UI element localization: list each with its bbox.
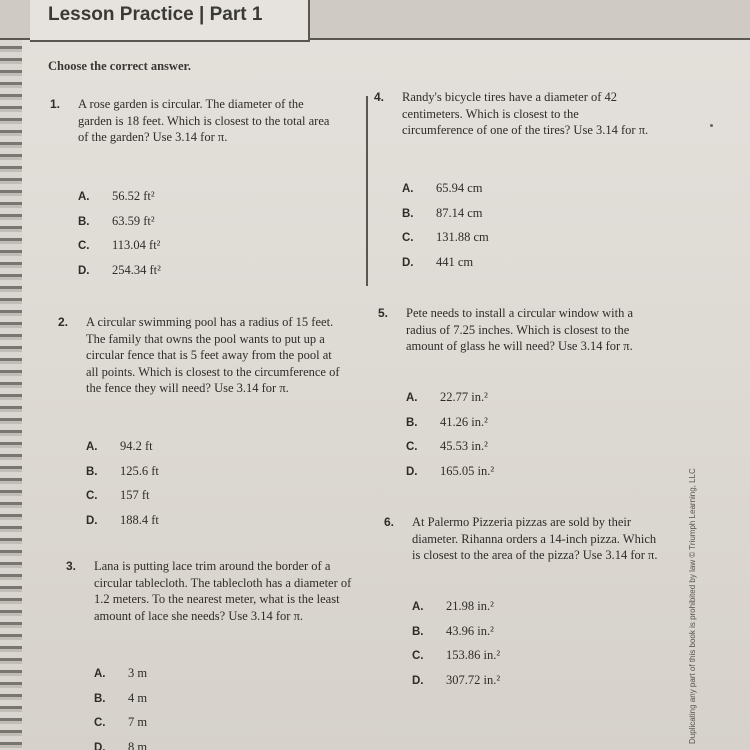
choice-letter: A. xyxy=(402,183,414,195)
choice-value: 87.14 cm xyxy=(436,205,483,220)
choice-letter: B. xyxy=(412,625,424,638)
answer-choices xyxy=(78,188,161,286)
question-number: 3. xyxy=(66,559,77,573)
choice-value: 165.05 in.² xyxy=(440,463,495,478)
choice-value: 188.4 ft xyxy=(120,512,159,527)
choice-letter: A. xyxy=(406,392,418,404)
choice-value: 3 m xyxy=(128,666,148,680)
question-number: 4. xyxy=(374,90,385,104)
answer-choices xyxy=(406,389,494,487)
answer-choice-b[interactable] xyxy=(86,463,159,488)
instructions: Choose the correct answer. xyxy=(48,59,192,73)
choice-letter: A. xyxy=(86,441,98,453)
question-text: Randy's bicycle tires have a diameter of 42 centimeters. Which is closest to the circumference of one of the tires? Use 3.14 for π. xyxy=(402,90,649,137)
choice-letter: D. xyxy=(78,264,90,277)
answer-choices xyxy=(94,665,147,750)
choice-value: 43.96 in.² xyxy=(446,623,494,638)
spiral-binding xyxy=(0,40,22,750)
choice-value: 7 m xyxy=(128,715,148,729)
choice-value: 157 ft xyxy=(120,488,150,502)
answer-choice-d[interactable] xyxy=(412,672,500,697)
question-5 xyxy=(378,305,678,485)
choice-letter: C. xyxy=(78,240,90,252)
choice-letter: A. xyxy=(78,191,90,203)
answer-choice-c[interactable] xyxy=(86,487,159,512)
question-4 xyxy=(374,89,674,279)
choice-value: 4 m xyxy=(128,690,148,705)
choice-letter: C. xyxy=(412,650,424,662)
choice-letter: D. xyxy=(412,674,424,687)
answer-choice-b[interactable] xyxy=(406,414,494,439)
question-number: 6. xyxy=(384,515,395,529)
choice-letter: D. xyxy=(402,256,414,269)
choice-value: 63.59 ft² xyxy=(112,213,155,228)
copyright-notice: Duplicating any part of this book is prohibited by law © Triumph Learning, LLC xyxy=(688,468,697,744)
choice-letter: B. xyxy=(402,207,414,220)
question-number: 2. xyxy=(58,315,69,329)
choice-letter: B. xyxy=(78,215,90,228)
pen-mark xyxy=(710,124,713,127)
choice-letter: D. xyxy=(86,514,98,527)
choice-letter: C. xyxy=(94,717,106,729)
choice-value: 131.88 cm xyxy=(436,230,489,244)
answer-choice-b[interactable] xyxy=(402,205,489,230)
answer-choice-c[interactable] xyxy=(412,647,500,672)
answer-choice-a[interactable] xyxy=(86,438,159,463)
answer-choice-b[interactable] xyxy=(412,623,500,648)
answer-choice-c[interactable] xyxy=(94,714,147,739)
choice-letter: C. xyxy=(406,441,418,453)
answer-choice-d[interactable] xyxy=(406,463,494,488)
answer-choice-a[interactable] xyxy=(94,665,147,690)
choice-value: 153.86 in.² xyxy=(446,648,501,662)
answer-choice-b[interactable] xyxy=(94,690,147,715)
choice-value: 65.94 cm xyxy=(436,181,483,195)
choice-value: 441 cm xyxy=(436,254,474,269)
answer-choices xyxy=(402,180,489,278)
choice-letter: D. xyxy=(94,741,106,750)
question-3 xyxy=(66,558,366,750)
answer-choice-d[interactable] xyxy=(402,254,489,279)
answer-choice-a[interactable] xyxy=(402,180,489,205)
answer-choice-c[interactable] xyxy=(402,229,489,254)
answer-choice-c[interactable] xyxy=(406,438,494,463)
choice-value: 307.72 in.² xyxy=(446,672,501,687)
choice-letter: B. xyxy=(86,465,98,478)
choice-value: 22.77 in.² xyxy=(440,390,488,404)
choice-letter: C. xyxy=(402,232,414,244)
choice-letter: A. xyxy=(412,601,424,613)
answer-choice-b[interactable] xyxy=(78,213,161,238)
question-number: 5. xyxy=(378,306,389,320)
answer-choice-d[interactable] xyxy=(86,512,159,537)
question-text: A rose garden is circular. The diameter of the garden is 18 feet. Which is closest to the total area of the garden? Use 3.14 for π. xyxy=(78,97,330,144)
question-2 xyxy=(58,314,358,529)
choice-letter: C. xyxy=(86,490,98,502)
answer-choice-a[interactable] xyxy=(412,598,500,623)
choice-letter: D. xyxy=(406,465,418,478)
answer-choices xyxy=(412,598,500,696)
choice-letter: B. xyxy=(94,692,106,705)
choice-value: 41.26 in.² xyxy=(440,414,488,429)
choice-value: 21.98 in.² xyxy=(446,599,494,613)
answer-choice-a[interactable] xyxy=(406,389,494,414)
choice-value: 56.52 ft² xyxy=(112,189,155,203)
choice-value: 254.34 ft² xyxy=(112,262,161,277)
question-text: Pete needs to install a circular window with a radius of 7.25 inches. Which is closest to the amount of glass he will need? Use 3.14 for π. xyxy=(406,306,634,353)
answer-choice-d[interactable] xyxy=(94,739,147,750)
question-text: At Palermo Pizzeria pizzas are sold by their diameter. Rihanna orders a 14-inch pizza. Which is closest to the area of the pizza? Use 3.14 for π. xyxy=(412,515,658,562)
lesson-title: Lesson Practice | Part 1 xyxy=(48,4,263,25)
choice-value: 8 m xyxy=(128,739,148,750)
question-1 xyxy=(50,96,350,286)
answer-choice-d[interactable] xyxy=(78,262,161,287)
column-divider xyxy=(366,96,368,286)
question-number: 1. xyxy=(50,97,61,111)
question-text: Lana is putting lace trim around the border of a circular tablecloth. The tablecloth has a diameter of 1.2 meters. To the nearest meter, what is the least amount of lace she needs? Use 3.14 for π. xyxy=(94,559,352,623)
answer-choices xyxy=(86,438,159,536)
question-text: A circular swimming pool has a radius of 15 feet. The family that owns the pool wants to put up a circular fence that is 5 feet away from the pool at all points. Which is closest to the circumference of the fence they will need? Use 3.14 for π. xyxy=(86,315,340,395)
choice-value: 45.53 in.² xyxy=(440,439,488,453)
choice-value: 113.04 ft² xyxy=(112,238,161,252)
answer-choice-a[interactable] xyxy=(78,188,161,213)
question-6 xyxy=(384,514,684,704)
choice-value: 125.6 ft xyxy=(120,463,159,478)
answer-choice-c[interactable] xyxy=(78,237,161,262)
choice-letter: B. xyxy=(406,416,418,429)
choice-value: 94.2 ft xyxy=(120,439,153,453)
choice-letter: A. xyxy=(94,668,106,680)
